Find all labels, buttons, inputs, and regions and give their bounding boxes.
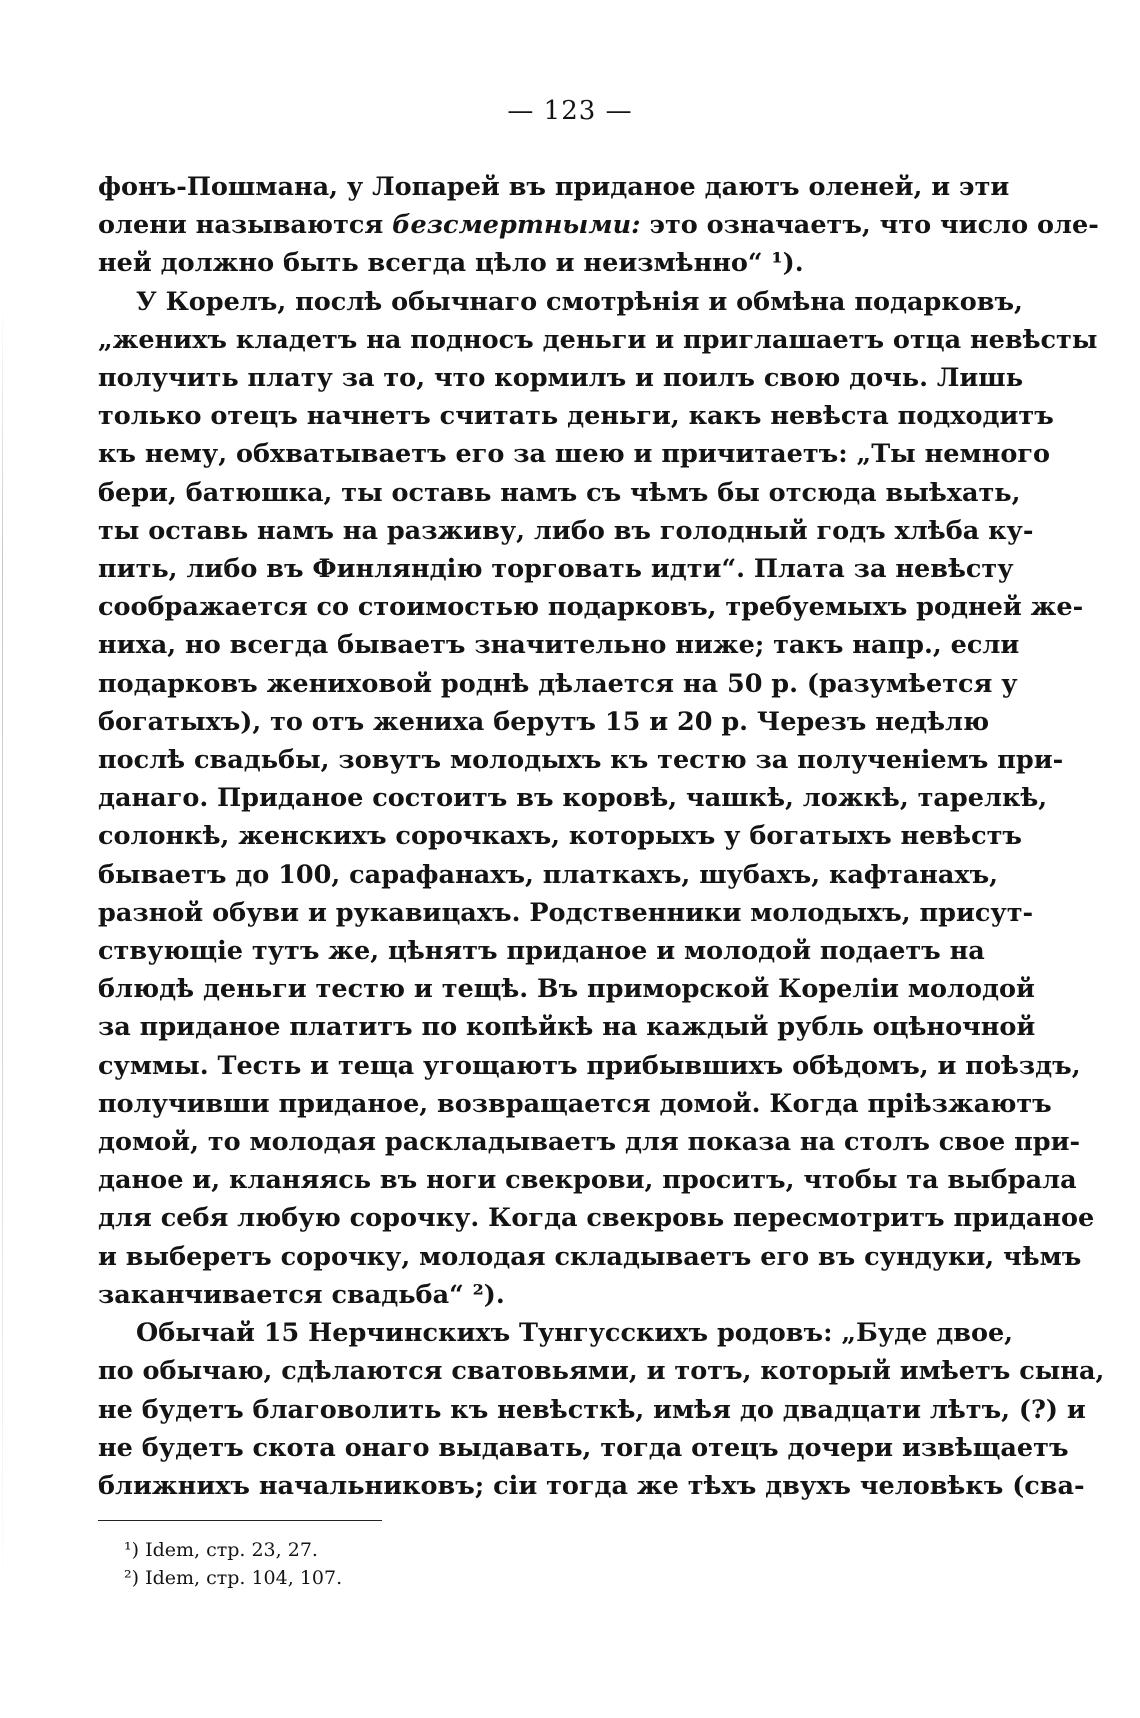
paragraph bbox=[98, 168, 1099, 283]
text-line: ствующіе тутъ же, цѣнятъ приданое и молодой подаетъ на bbox=[98, 936, 985, 967]
text-line: ниха, но всегда бываетъ значительно ниже; такъ напр., если bbox=[98, 630, 1020, 661]
text-line: за приданое платитъ по копѣйкѣ на каждый рубль оцѣночной bbox=[98, 1012, 1036, 1043]
footnote: ²) Idem, стр. 104, 107. bbox=[124, 1567, 343, 1589]
text-line: и выберетъ сорочку, молодая складываетъ его въ сундуки, чѣмъ bbox=[98, 1241, 1082, 1272]
text-line: У Корелъ, послѣ обычнаго смотрѣнія и обмѣна подарковъ, bbox=[136, 286, 1023, 317]
text-line: блюдѣ деньги тестю и тещѣ. Въ приморской Кореліи молодой bbox=[98, 974, 1035, 1005]
text-line: ней должно быть всегда цѣло и неизмѣнно“ ¹). bbox=[98, 248, 804, 279]
text-line: „женихъ кладетъ на подносъ деньги и приглашаетъ отца невѣсты bbox=[98, 324, 1098, 355]
text-line: пить, либо въ Финляндію торговать идти“. Плата за невѣсту bbox=[98, 554, 1014, 585]
text-line: олени называются безсмертными: это означаетъ, что число оле- bbox=[98, 210, 1099, 241]
body-text bbox=[98, 168, 1105, 1505]
footnotes bbox=[124, 1536, 342, 1592]
text-line: даное и, кланяясь въ ноги свекрови, проситъ, чтобы та выбрала bbox=[98, 1165, 1077, 1196]
footnote: ¹) Idem, стр. 23, 27. bbox=[124, 1539, 318, 1561]
text-line: послѣ свадьбы, зовутъ молодыхъ къ тестю за полученіемъ при- bbox=[98, 745, 1064, 776]
text-line: подарковъ жениховой роднѣ дѣлается на 50 р. (разумѣется у bbox=[98, 668, 1018, 699]
text-line: только отецъ начнетъ считать деньги, какъ невѣста подходитъ bbox=[98, 401, 1054, 432]
text-line: домой, то молодая раскладываетъ для показа на столъ свое при- bbox=[98, 1127, 1081, 1158]
text-line: для себя любую сорочку. Когда свекровь пересмотритъ приданое bbox=[98, 1203, 1095, 1234]
text-line: фонъ-Пошмана, у Лопарей въ приданое даютъ оленей, и эти bbox=[98, 172, 1010, 202]
text-line: не будетъ скота онаго выдавать, тогда отецъ дочери извѣщаетъ bbox=[98, 1432, 1069, 1463]
paragraph bbox=[98, 283, 1098, 1314]
text-line: богатыхъ), то отъ жениха берутъ 15 и 20 р. Черезъ недѣлю bbox=[98, 706, 990, 737]
text-line: солонкѣ, женскихъ сорочкахъ, которыхъ у богатыхъ невѣстъ bbox=[98, 821, 1022, 852]
text-line: разной обуви и рукавицахъ. Родственники молодыхъ, присут- bbox=[98, 897, 1034, 928]
text-line: бываетъ до 100, сарафанахъ, платкахъ, шубахъ, кафтанахъ, bbox=[98, 859, 999, 890]
text-line: ближнихъ начальниковъ; сіи тогда же тѣхъ двухъ человѣкъ (сва- bbox=[98, 1470, 1085, 1501]
text-line: бери, батюшка, ты оставь намъ съ чѣмъ бы отсюда выѣхать, bbox=[98, 477, 1021, 508]
text-line: заканчивается свадьба“ ²). bbox=[98, 1279, 505, 1310]
text-line: по обычаю, сдѣлаются сватовьями, и тотъ, который имѣетъ сына, bbox=[98, 1356, 1105, 1387]
text-line: суммы. Тесть и теща угощаютъ прибывшихъ обѣдомъ, и поѣздъ, bbox=[98, 1050, 1081, 1081]
text-line: Обычай 15 Нерчинскихъ Тунгусскихъ родовъ: „Буде двое, bbox=[136, 1318, 1014, 1349]
text-line: соображается со стоимостью подарковъ, требуемыхъ родней же- bbox=[98, 592, 1084, 623]
italic-emphasis: безсмертными: bbox=[392, 210, 641, 241]
text-line: получить плату за то, что кормилъ и поилъ свою дочь. Лишь bbox=[98, 363, 1024, 394]
paragraph bbox=[98, 1314, 1105, 1505]
text-line: ты оставь намъ на разживу, либо въ голодный годъ хлѣба ку- bbox=[98, 515, 1034, 546]
text-line: не будетъ благоволить къ невѣсткѣ, имѣя до двадцати лѣтъ, (?) и bbox=[98, 1394, 1086, 1425]
page-number: — 123 — bbox=[507, 96, 633, 126]
scan-margin-shadow bbox=[2, 300, 3, 1600]
text-line: къ нему, обхватываетъ его за шею и причитаетъ: „Ты немного bbox=[98, 439, 1050, 470]
text-line: данаго. Приданое состоитъ въ коровѣ, чашкѣ, ложкѣ, тарелкѣ, bbox=[98, 783, 1048, 814]
text-line: получивши приданое, возвращается домой. Когда пріѣзжаютъ bbox=[98, 1088, 1052, 1119]
footnote-divider bbox=[98, 1520, 382, 1521]
